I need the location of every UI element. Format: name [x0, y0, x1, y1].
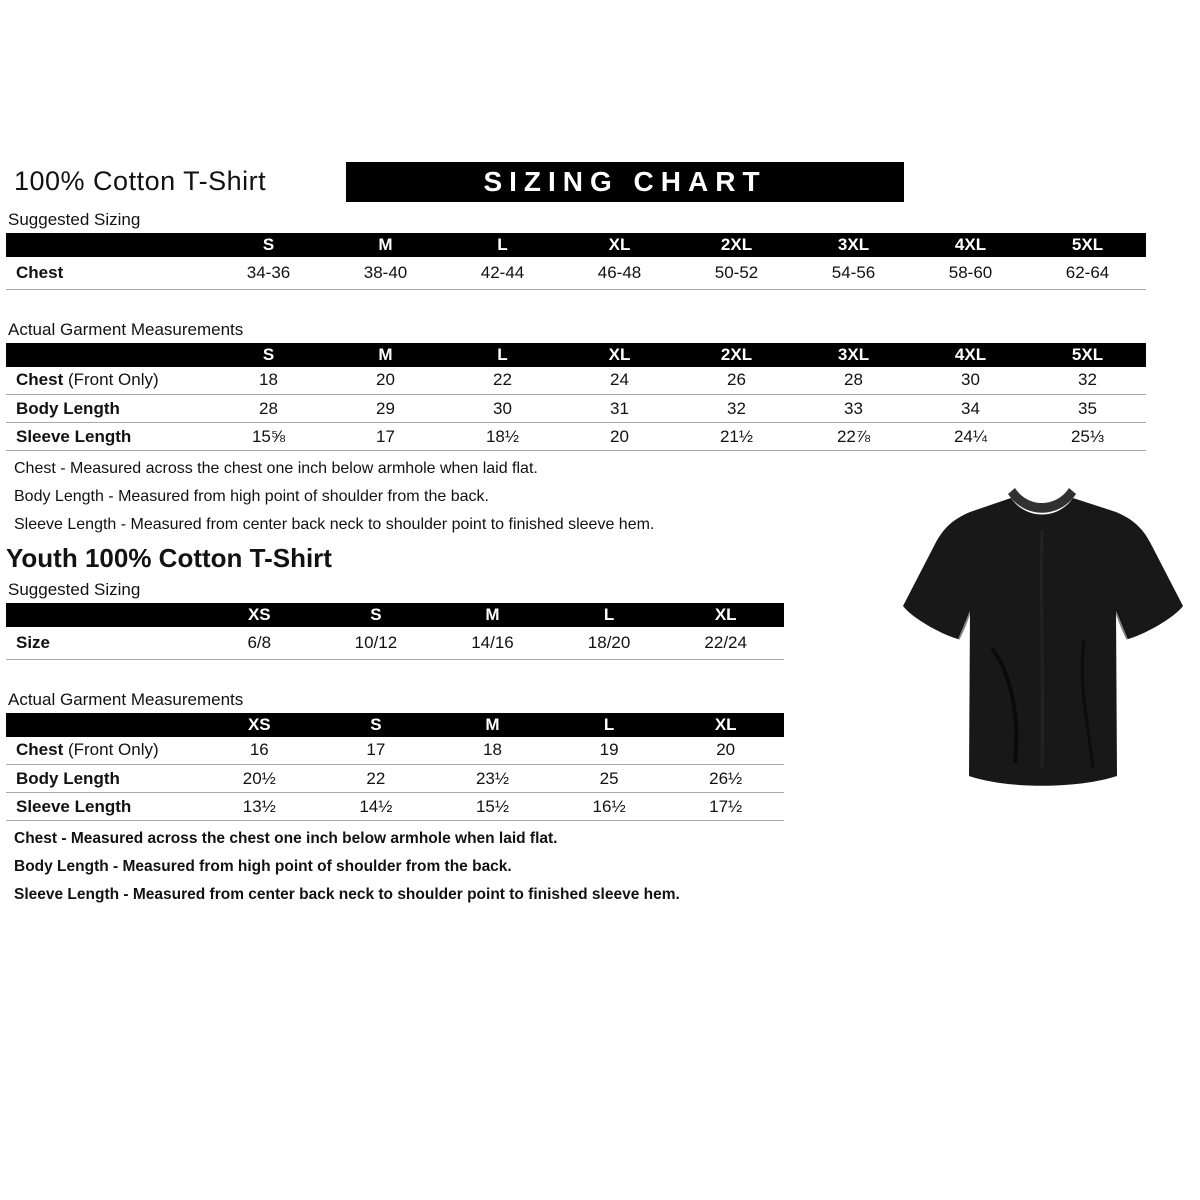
measurement-value: 10/12: [318, 627, 435, 659]
measurement-value: 6/8: [201, 627, 318, 659]
measurement-value: 32: [1029, 367, 1146, 395]
adult-note-body-length: Body Length - Measured from high point of shoulder from the back.: [14, 488, 489, 505]
size-column-header: M: [434, 713, 551, 737]
measurement-row: [6, 737, 784, 765]
measurement-value: 17½: [667, 793, 784, 821]
measurement-value: 33: [795, 395, 912, 423]
youth-actual-measurements-label: Actual Garment Measurements: [8, 689, 244, 709]
measurement-value: 20: [327, 367, 444, 395]
sizing-chart-banner: SIZING CHART: [346, 162, 904, 202]
measurement-value: 46-48: [561, 257, 678, 289]
measurement-value: 28: [795, 367, 912, 395]
measurement-value: 29: [327, 395, 444, 423]
measurement-value: 15½: [434, 793, 551, 821]
measurement-row: [6, 395, 1146, 423]
youth-note-chest: Chest - Measured across the chest one inch below armhole when laid flat.: [14, 830, 558, 847]
measurement-value: 30: [444, 395, 561, 423]
measurement-value: 15⅝: [210, 423, 327, 451]
row-label: Chest (Front Only): [6, 737, 201, 765]
measurement-value: 18/20: [551, 627, 668, 659]
measurement-value: 16½: [551, 793, 668, 821]
measurement-value: 17: [327, 423, 444, 451]
measurement-value: 24¼: [912, 423, 1029, 451]
measurement-value: 54-56: [795, 257, 912, 289]
measurement-value: 20: [561, 423, 678, 451]
row-label: Chest (Front Only): [6, 367, 210, 395]
size-column-header: L: [444, 233, 561, 257]
measurement-value: 30: [912, 367, 1029, 395]
measurement-value: 18: [210, 367, 327, 395]
row-label-column-header: [6, 343, 210, 367]
size-column-header: 2XL: [678, 343, 795, 367]
measurement-value: 17: [318, 737, 435, 765]
size-column-header: S: [210, 343, 327, 367]
size-column-header: 3XL: [795, 343, 912, 367]
measurement-value: 28: [210, 395, 327, 423]
size-column-header: M: [327, 233, 444, 257]
measurement-value: 23½: [434, 765, 551, 793]
measurement-value: 31: [561, 395, 678, 423]
adult-suggested-sizing-label: Suggested Sizing: [8, 210, 141, 229]
size-column-header: L: [444, 343, 561, 367]
adult-product-title: 100% Cotton T-Shirt: [14, 166, 267, 196]
measurement-value: 34: [912, 395, 1029, 423]
black-tshirt-image: [892, 468, 1192, 820]
youth-garment-measurements-table: [6, 713, 784, 822]
measurement-value: 62-64: [1029, 257, 1146, 289]
size-column-header: S: [318, 603, 435, 627]
size-column-header: XS: [201, 603, 318, 627]
measurement-value: 35: [1029, 395, 1146, 423]
row-label-column-header: [6, 603, 201, 627]
size-column-header: S: [210, 233, 327, 257]
measurement-row: [6, 257, 1146, 289]
measurement-value: 22: [444, 367, 561, 395]
row-label: Body Length: [6, 765, 201, 793]
row-label: Chest: [6, 257, 210, 289]
row-label: Sleeve Length: [6, 793, 201, 821]
size-column-header: 4XL: [912, 233, 1029, 257]
measurement-value: 22/24: [667, 627, 784, 659]
size-column-header: XL: [561, 343, 678, 367]
measurement-value: 18½: [444, 423, 561, 451]
measurement-value: 20½: [201, 765, 318, 793]
measurement-value: 32: [678, 395, 795, 423]
size-column-header: XL: [667, 713, 784, 737]
size-column-header: M: [434, 603, 551, 627]
row-label: Sleeve Length: [6, 423, 210, 451]
adult-garment-measurements-table: [6, 343, 1146, 452]
measurement-row: [6, 423, 1146, 451]
measurement-value: 20: [667, 737, 784, 765]
youth-product-title: Youth 100% Cotton T-Shirt: [6, 543, 332, 573]
measurement-value: 38-40: [327, 257, 444, 289]
measurement-row: [6, 793, 784, 821]
measurement-value: 26½: [667, 765, 784, 793]
youth-measurement-notes: [14, 829, 1166, 904]
measurement-row: [6, 765, 784, 793]
size-column-header: 4XL: [912, 343, 1029, 367]
measurement-row: [6, 367, 1146, 395]
size-column-header: M: [327, 343, 444, 367]
youth-note-body-length: Body Length - Measured from high point of shoulder from the back.: [14, 858, 512, 875]
measurement-value: 22⅞: [795, 423, 912, 451]
measurement-value: 22: [318, 765, 435, 793]
measurement-row: [6, 627, 784, 659]
adult-note-sleeve-length: Sleeve Length - Measured from center back neck to shoulder point to finished sleeve hem.: [14, 516, 655, 533]
size-column-header: L: [551, 713, 668, 737]
measurement-value: 42-44: [444, 257, 561, 289]
measurement-value: 34-36: [210, 257, 327, 289]
youth-note-sleeve-length: Sleeve Length - Measured from center back neck to shoulder point to finished sleeve hem.: [14, 886, 680, 903]
size-column-header: 5XL: [1029, 343, 1146, 367]
adult-note-chest: Chest - Measured across the chest one inch below armhole when laid flat.: [14, 460, 538, 477]
measurement-value: 25⅓: [1029, 423, 1146, 451]
measurement-value: 24: [561, 367, 678, 395]
size-column-header: 2XL: [678, 233, 795, 257]
tshirt-highlight: [1041, 530, 1042, 768]
size-column-header: XL: [667, 603, 784, 627]
measurement-value: 21½: [678, 423, 795, 451]
adult-suggested-sizing-table: [6, 233, 1146, 290]
measurement-value: 25: [551, 765, 668, 793]
size-column-header: XS: [201, 713, 318, 737]
row-label: Body Length: [6, 395, 210, 423]
size-column-header: XL: [561, 233, 678, 257]
size-column-header: S: [318, 713, 435, 737]
measurement-value: 19: [551, 737, 668, 765]
youth-suggested-sizing-label: Suggested Sizing: [8, 580, 141, 599]
measurement-value: 14½: [318, 793, 435, 821]
measurement-value: 13½: [201, 793, 318, 821]
measurement-value: 18: [434, 737, 551, 765]
measurement-value: 58-60: [912, 257, 1029, 289]
row-label-column-header: [6, 713, 201, 737]
measurement-value: 26: [678, 367, 795, 395]
size-column-header: 3XL: [795, 233, 912, 257]
size-column-header: L: [551, 603, 668, 627]
size-column-header: 5XL: [1029, 233, 1146, 257]
row-label: Size: [6, 627, 201, 659]
header: [6, 160, 1166, 204]
measurement-value: 14/16: [434, 627, 551, 659]
row-label-column-header: [6, 233, 210, 257]
youth-suggested-sizing-table: [6, 603, 784, 660]
measurement-value: 50-52: [678, 257, 795, 289]
measurement-value: 16: [201, 737, 318, 765]
tshirt-graphic: [892, 468, 1192, 820]
adult-actual-measurements-label: Actual Garment Measurements: [8, 319, 244, 339]
